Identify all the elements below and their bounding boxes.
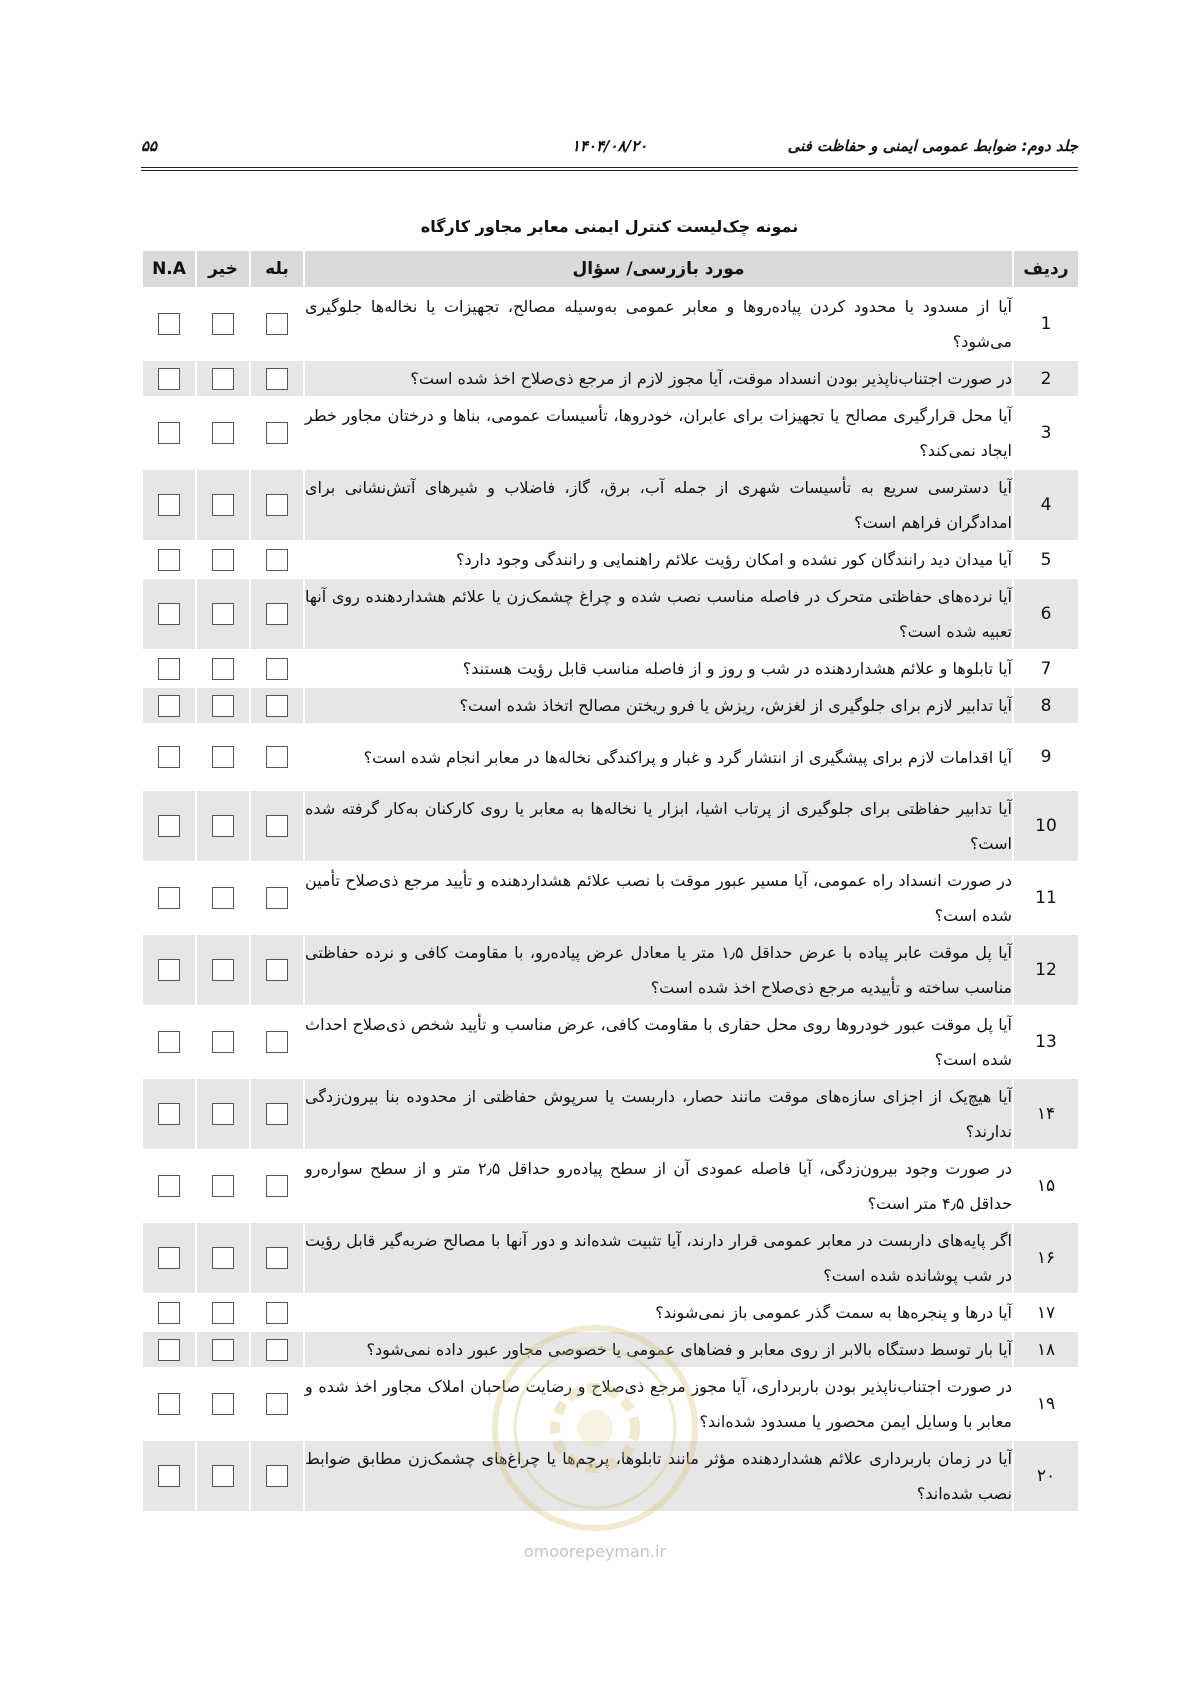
checkbox-no[interactable]	[212, 746, 234, 768]
answer-cell-no	[196, 934, 250, 1006]
volume-title: جلد دوم: ضوابط عمومی ایمنی و حفاظت فنی	[787, 137, 1078, 155]
table-title: نمونه چک‌لیست کنترل ایمنی معابر مجاور کارگاه	[420, 217, 799, 236]
checkbox-no[interactable]	[212, 1339, 234, 1361]
table-row	[142, 934, 1079, 1006]
answer-cell-yes	[250, 1078, 304, 1150]
answer-cell-no	[196, 1222, 250, 1294]
col-header-no: خیر	[196, 250, 250, 288]
answer-cell-no	[196, 288, 250, 360]
answer-cell-na	[142, 397, 196, 469]
checkbox-no[interactable]	[212, 1393, 234, 1415]
table-row	[142, 360, 1079, 397]
checkbox-yes[interactable]	[266, 549, 288, 571]
checkbox-na[interactable]	[158, 1247, 180, 1269]
checkbox-yes[interactable]	[266, 1175, 288, 1197]
checkbox-na[interactable]	[158, 603, 180, 625]
answer-cell-no	[196, 687, 250, 724]
answer-cell-na	[142, 360, 196, 397]
checkbox-no[interactable]	[212, 603, 234, 625]
table-row	[142, 650, 1079, 687]
question-text: آیا تدابیر لازم برای جلوگیری از لغزش، ریزش یا فرو ریختن مصالح اتخاذ شده است؟	[304, 687, 1013, 724]
question-text: آیا درها و پنجره‌ها به سمت گذر عمومی باز نمی‌شوند؟	[304, 1294, 1013, 1331]
checkbox-na[interactable]	[158, 959, 180, 981]
row-number: 13	[1013, 1006, 1079, 1078]
table-row	[142, 1150, 1079, 1222]
answer-cell-yes	[250, 650, 304, 687]
checkbox-yes[interactable]	[266, 815, 288, 837]
checkbox-no[interactable]	[212, 313, 234, 335]
row-number: ۱۷	[1013, 1294, 1079, 1331]
checkbox-na[interactable]	[158, 1103, 180, 1125]
answer-cell-na	[142, 1150, 196, 1222]
answer-cell-na	[142, 1222, 196, 1294]
checkbox-na[interactable]	[158, 1393, 180, 1415]
checkbox-yes[interactable]	[266, 1393, 288, 1415]
row-number: ۱۸	[1013, 1331, 1079, 1368]
checkbox-yes[interactable]	[266, 368, 288, 390]
answer-cell-no	[196, 578, 250, 650]
answer-cell-na	[142, 578, 196, 650]
checkbox-yes[interactable]	[266, 695, 288, 717]
answer-cell-yes	[250, 1294, 304, 1331]
row-number: 12	[1013, 934, 1079, 1006]
answer-cell-no	[196, 1440, 250, 1512]
answer-cell-na	[142, 687, 196, 724]
checkbox-yes[interactable]	[266, 603, 288, 625]
row-number: ۱۴	[1013, 1078, 1079, 1150]
table-row	[142, 1222, 1079, 1294]
table-header-row	[142, 250, 1079, 288]
answer-cell-yes	[250, 1368, 304, 1440]
checkbox-na[interactable]	[158, 1339, 180, 1361]
checkbox-no[interactable]	[212, 494, 234, 516]
question-text: آیا میدان دید رانندگان کور نشده و امکان رؤیت علائم راهنمایی و رانندگی وجود دارد؟	[304, 541, 1013, 578]
answer-cell-na	[142, 1331, 196, 1368]
answer-cell-yes	[250, 469, 304, 541]
checkbox-na[interactable]	[158, 887, 180, 909]
answer-cell-na	[142, 1006, 196, 1078]
question-text: آیا پل موقت عبور خودروها روی محل حفاری با مقاومت کافی، عرض مناسب و تأیید شخص ذی‌صلاح احداث شده است؟	[304, 1006, 1013, 1078]
answer-cell-na	[142, 724, 196, 790]
checkbox-no[interactable]	[212, 1175, 234, 1197]
checkbox-no[interactable]	[212, 422, 234, 444]
question-text: آیا دسترسی سریع به تأسیسات شهری از جمله آب، برق، گاز، فاضلاب و شیرهای آتش‌نشانی برای امدادگران فراهم است؟	[304, 469, 1013, 541]
checkbox-yes[interactable]	[266, 1247, 288, 1269]
question-text: آیا تابلوها و علائم هشداردهنده در شب و روز و از فاصله مناسب قابل رؤیت هستند؟	[304, 650, 1013, 687]
col-header-question: مورد بازرسی/ سؤال	[304, 250, 1013, 288]
checkbox-yes[interactable]	[266, 1339, 288, 1361]
table-row	[142, 288, 1079, 360]
row-number: 10	[1013, 790, 1079, 862]
answer-cell-no	[196, 862, 250, 934]
checkbox-no[interactable]	[212, 959, 234, 981]
answer-cell-na	[142, 934, 196, 1006]
answer-cell-no	[196, 1150, 250, 1222]
checkbox-no[interactable]	[212, 1465, 234, 1487]
question-text: آیا در زمان باربرداری علائم هشداردهنده مؤثر مانند تابلوها، پرچم‌ها یا چراغ‌های چشمک‌زن مطابق ضوابط نصب شده‌اند؟	[304, 1440, 1013, 1512]
answer-cell-na	[142, 790, 196, 862]
checkbox-no[interactable]	[212, 1247, 234, 1269]
answer-cell-na	[142, 288, 196, 360]
table-row	[142, 1078, 1079, 1150]
col-header-na: N.A	[142, 250, 196, 288]
answer-cell-na	[142, 862, 196, 934]
checkbox-yes[interactable]	[266, 422, 288, 444]
answer-cell-no	[196, 650, 250, 687]
row-number: ۱۹	[1013, 1368, 1079, 1440]
answer-cell-yes	[250, 862, 304, 934]
answer-cell-yes	[250, 397, 304, 469]
answer-cell-yes	[250, 578, 304, 650]
seal-logo-icon	[485, 1318, 705, 1538]
answer-cell-na	[142, 541, 196, 578]
checkbox-yes[interactable]	[266, 494, 288, 516]
checkbox-no[interactable]	[212, 1031, 234, 1053]
answer-cell-no	[196, 1368, 250, 1440]
answer-cell-yes	[250, 288, 304, 360]
answer-cell-na	[142, 1294, 196, 1331]
answer-cell-yes	[250, 1006, 304, 1078]
answer-cell-na	[142, 1078, 196, 1150]
question-text: آیا پل موقت عابر پیاده با عرض حداقل ۱٫۵ متر یا معادل عرض پیاده‌رو، با مقاومت کافی و نرده حفاظتی مناسب ساخته و تأییدیه مرجع ذی‌صلاح اخذ شده است؟	[304, 934, 1013, 1006]
table-row	[142, 1006, 1079, 1078]
answer-cell-yes	[250, 934, 304, 1006]
checkbox-na[interactable]	[158, 1302, 180, 1324]
row-number: 4	[1013, 469, 1079, 541]
checkbox-na[interactable]	[158, 1031, 180, 1053]
checkbox-na[interactable]	[158, 494, 180, 516]
answer-cell-no	[196, 1006, 250, 1078]
question-text: در صورت اجتناب‌ناپذیر بودن انسداد موقت، آیا مجوز لازم از مرجع ذی‌صلاح اخذ شده است؟	[304, 360, 1013, 397]
answer-cell-no	[196, 1294, 250, 1331]
checkbox-yes[interactable]	[266, 1031, 288, 1053]
table-row	[142, 790, 1079, 862]
checkbox-no[interactable]	[212, 695, 234, 717]
row-number: ۱۶	[1013, 1222, 1079, 1294]
checkbox-no[interactable]	[212, 1103, 234, 1125]
answer-cell-no	[196, 541, 250, 578]
answer-cell-no	[196, 724, 250, 790]
checkbox-na[interactable]	[158, 422, 180, 444]
question-text: آیا از مسدود یا محدود کردن پیاده‌روها و معابر عمومی به‌وسیله مصالح، تجهیزات یا نخاله‌ها جلوگیری می‌شود؟	[304, 288, 1013, 360]
row-number: 1	[1013, 288, 1079, 360]
row-number: 11	[1013, 862, 1079, 934]
answer-cell-yes	[250, 1150, 304, 1222]
answer-cell-yes	[250, 1440, 304, 1512]
question-text: آیا محل قرارگیری مصالح یا تجهیزات برای عابران، خودروها، تأسیسات عمومی، بناها و درختان مجاور خطر ایجاد نمی‌کند؟	[304, 397, 1013, 469]
answer-cell-yes	[250, 360, 304, 397]
row-number: 6	[1013, 578, 1079, 650]
answer-cell-no	[196, 1078, 250, 1150]
checkbox-na[interactable]	[158, 658, 180, 680]
checkbox-na[interactable]	[158, 815, 180, 837]
answer-cell-na	[142, 469, 196, 541]
answer-cell-na	[142, 650, 196, 687]
answer-cell-yes	[250, 687, 304, 724]
checkbox-yes[interactable]	[266, 746, 288, 768]
checkbox-na[interactable]	[158, 695, 180, 717]
table-row	[142, 397, 1079, 469]
answer-cell-yes	[250, 1222, 304, 1294]
answer-cell-no	[196, 469, 250, 541]
header-date: ۱۴۰۴/۰۸/۲۰	[571, 137, 648, 155]
checkbox-na[interactable]	[158, 313, 180, 335]
table-row	[142, 469, 1079, 541]
table-row	[142, 724, 1079, 790]
row-number: 5	[1013, 541, 1079, 578]
row-number: 2	[1013, 360, 1079, 397]
checkbox-na[interactable]	[158, 368, 180, 390]
checkbox-no[interactable]	[212, 658, 234, 680]
question-text: آیا هیچ‌یک از اجزای سازه‌های موقت مانند حصار، داربست یا سرپوش حفاظتی از محدوده بنا بیرون‌زدگی ندارند؟	[304, 1078, 1013, 1150]
table-row	[142, 578, 1079, 650]
checkbox-na[interactable]	[158, 1175, 180, 1197]
checkbox-na[interactable]	[158, 549, 180, 571]
table-row	[142, 541, 1079, 578]
answer-cell-na	[142, 1368, 196, 1440]
checkbox-yes[interactable]	[266, 1465, 288, 1487]
table-row	[142, 687, 1079, 724]
answer-cell-yes	[250, 541, 304, 578]
answer-cell-no	[196, 360, 250, 397]
answer-cell-no	[196, 790, 250, 862]
checkbox-yes[interactable]	[266, 1302, 288, 1324]
checkbox-yes[interactable]	[266, 1103, 288, 1125]
table-row	[142, 862, 1079, 934]
checkbox-yes[interactable]	[266, 313, 288, 335]
page-number: ۵۵	[141, 137, 158, 155]
checkbox-na[interactable]	[158, 1465, 180, 1487]
checkbox-yes[interactable]	[266, 658, 288, 680]
answer-cell-yes	[250, 724, 304, 790]
checkbox-yes[interactable]	[266, 887, 288, 909]
question-text: اگر پایه‌های داربست در معابر عمومی قرار دارند، آیا تثبیت شده‌اند و دور آنها با مصالح ضربه‌گیر قابل رؤیت در شب پوشانده شده است؟	[304, 1222, 1013, 1294]
row-number: ۲۰	[1013, 1440, 1079, 1512]
answer-cell-yes	[250, 790, 304, 862]
checkbox-na[interactable]	[158, 746, 180, 768]
watermark-site: omoorepeyman.ir	[523, 1542, 667, 1561]
page-header	[141, 131, 1078, 171]
answer-cell-no	[196, 397, 250, 469]
col-header-row-number: ردیف	[1013, 250, 1079, 288]
question-text: آیا تدابیر حفاظتی برای جلوگیری از پرتاب اشیا، ابزار یا نخاله‌ها به معابر یا روی کارکنان به‌کار گرفته شده است؟	[304, 790, 1013, 862]
question-text: در صورت وجود بیرون‌زدگی، آیا فاصله عمودی آن از سطح پیاده‌رو حداقل ۲٫۵ متر و از سطح سواره‌رو حداقل ۴٫۵ متر است؟	[304, 1150, 1013, 1222]
answer-cell-yes	[250, 1331, 304, 1368]
checkbox-no[interactable]	[212, 815, 234, 837]
checkbox-no[interactable]	[212, 549, 234, 571]
row-number: 3	[1013, 397, 1079, 469]
question-text: آیا اقدامات لازم برای پیشگیری از انتشار گرد و غبار و پراکندگی نخاله‌ها در معابر انجام شده است؟	[304, 724, 1013, 790]
answer-cell-na	[142, 1440, 196, 1512]
row-number: 9	[1013, 724, 1079, 790]
col-header-yes: بله	[250, 250, 304, 288]
row-number: 8	[1013, 687, 1079, 724]
question-text: آیا نرده‌های حفاظتی متحرک در فاصله مناسب نصب شده و چراغ چشمک‌زن یا علائم هشداردهنده روی آنها تعبیه شده است؟	[304, 578, 1013, 650]
question-text: در صورت انسداد راه عمومی، آیا مسیر عبور موقت با نصب علائم هشداردهنده و تأیید مرجع ذی‌صلاح تأمین شده است؟	[304, 862, 1013, 934]
question-text: آیا بار توسط دستگاه بالابر از روی معابر و فضاهای عمومی یا خصوصی مجاور عبور داده نمی‌شود؟	[304, 1331, 1013, 1368]
checkbox-no[interactable]	[212, 1302, 234, 1324]
checkbox-yes[interactable]	[266, 959, 288, 981]
row-number: 7	[1013, 650, 1079, 687]
row-number: ۱۵	[1013, 1150, 1079, 1222]
answer-cell-no	[196, 1331, 250, 1368]
checkbox-no[interactable]	[212, 887, 234, 909]
question-text: در صورت اجتناب‌ناپذیر بودن باربرداری، آیا مجوز مرجع ذی‌صلاح و رضایت صاحبان املاک مجاور اخذ شده و معابر با وسایل ایمن محصور یا مسدود شده‌اند؟	[304, 1368, 1013, 1440]
checkbox-no[interactable]	[212, 368, 234, 390]
